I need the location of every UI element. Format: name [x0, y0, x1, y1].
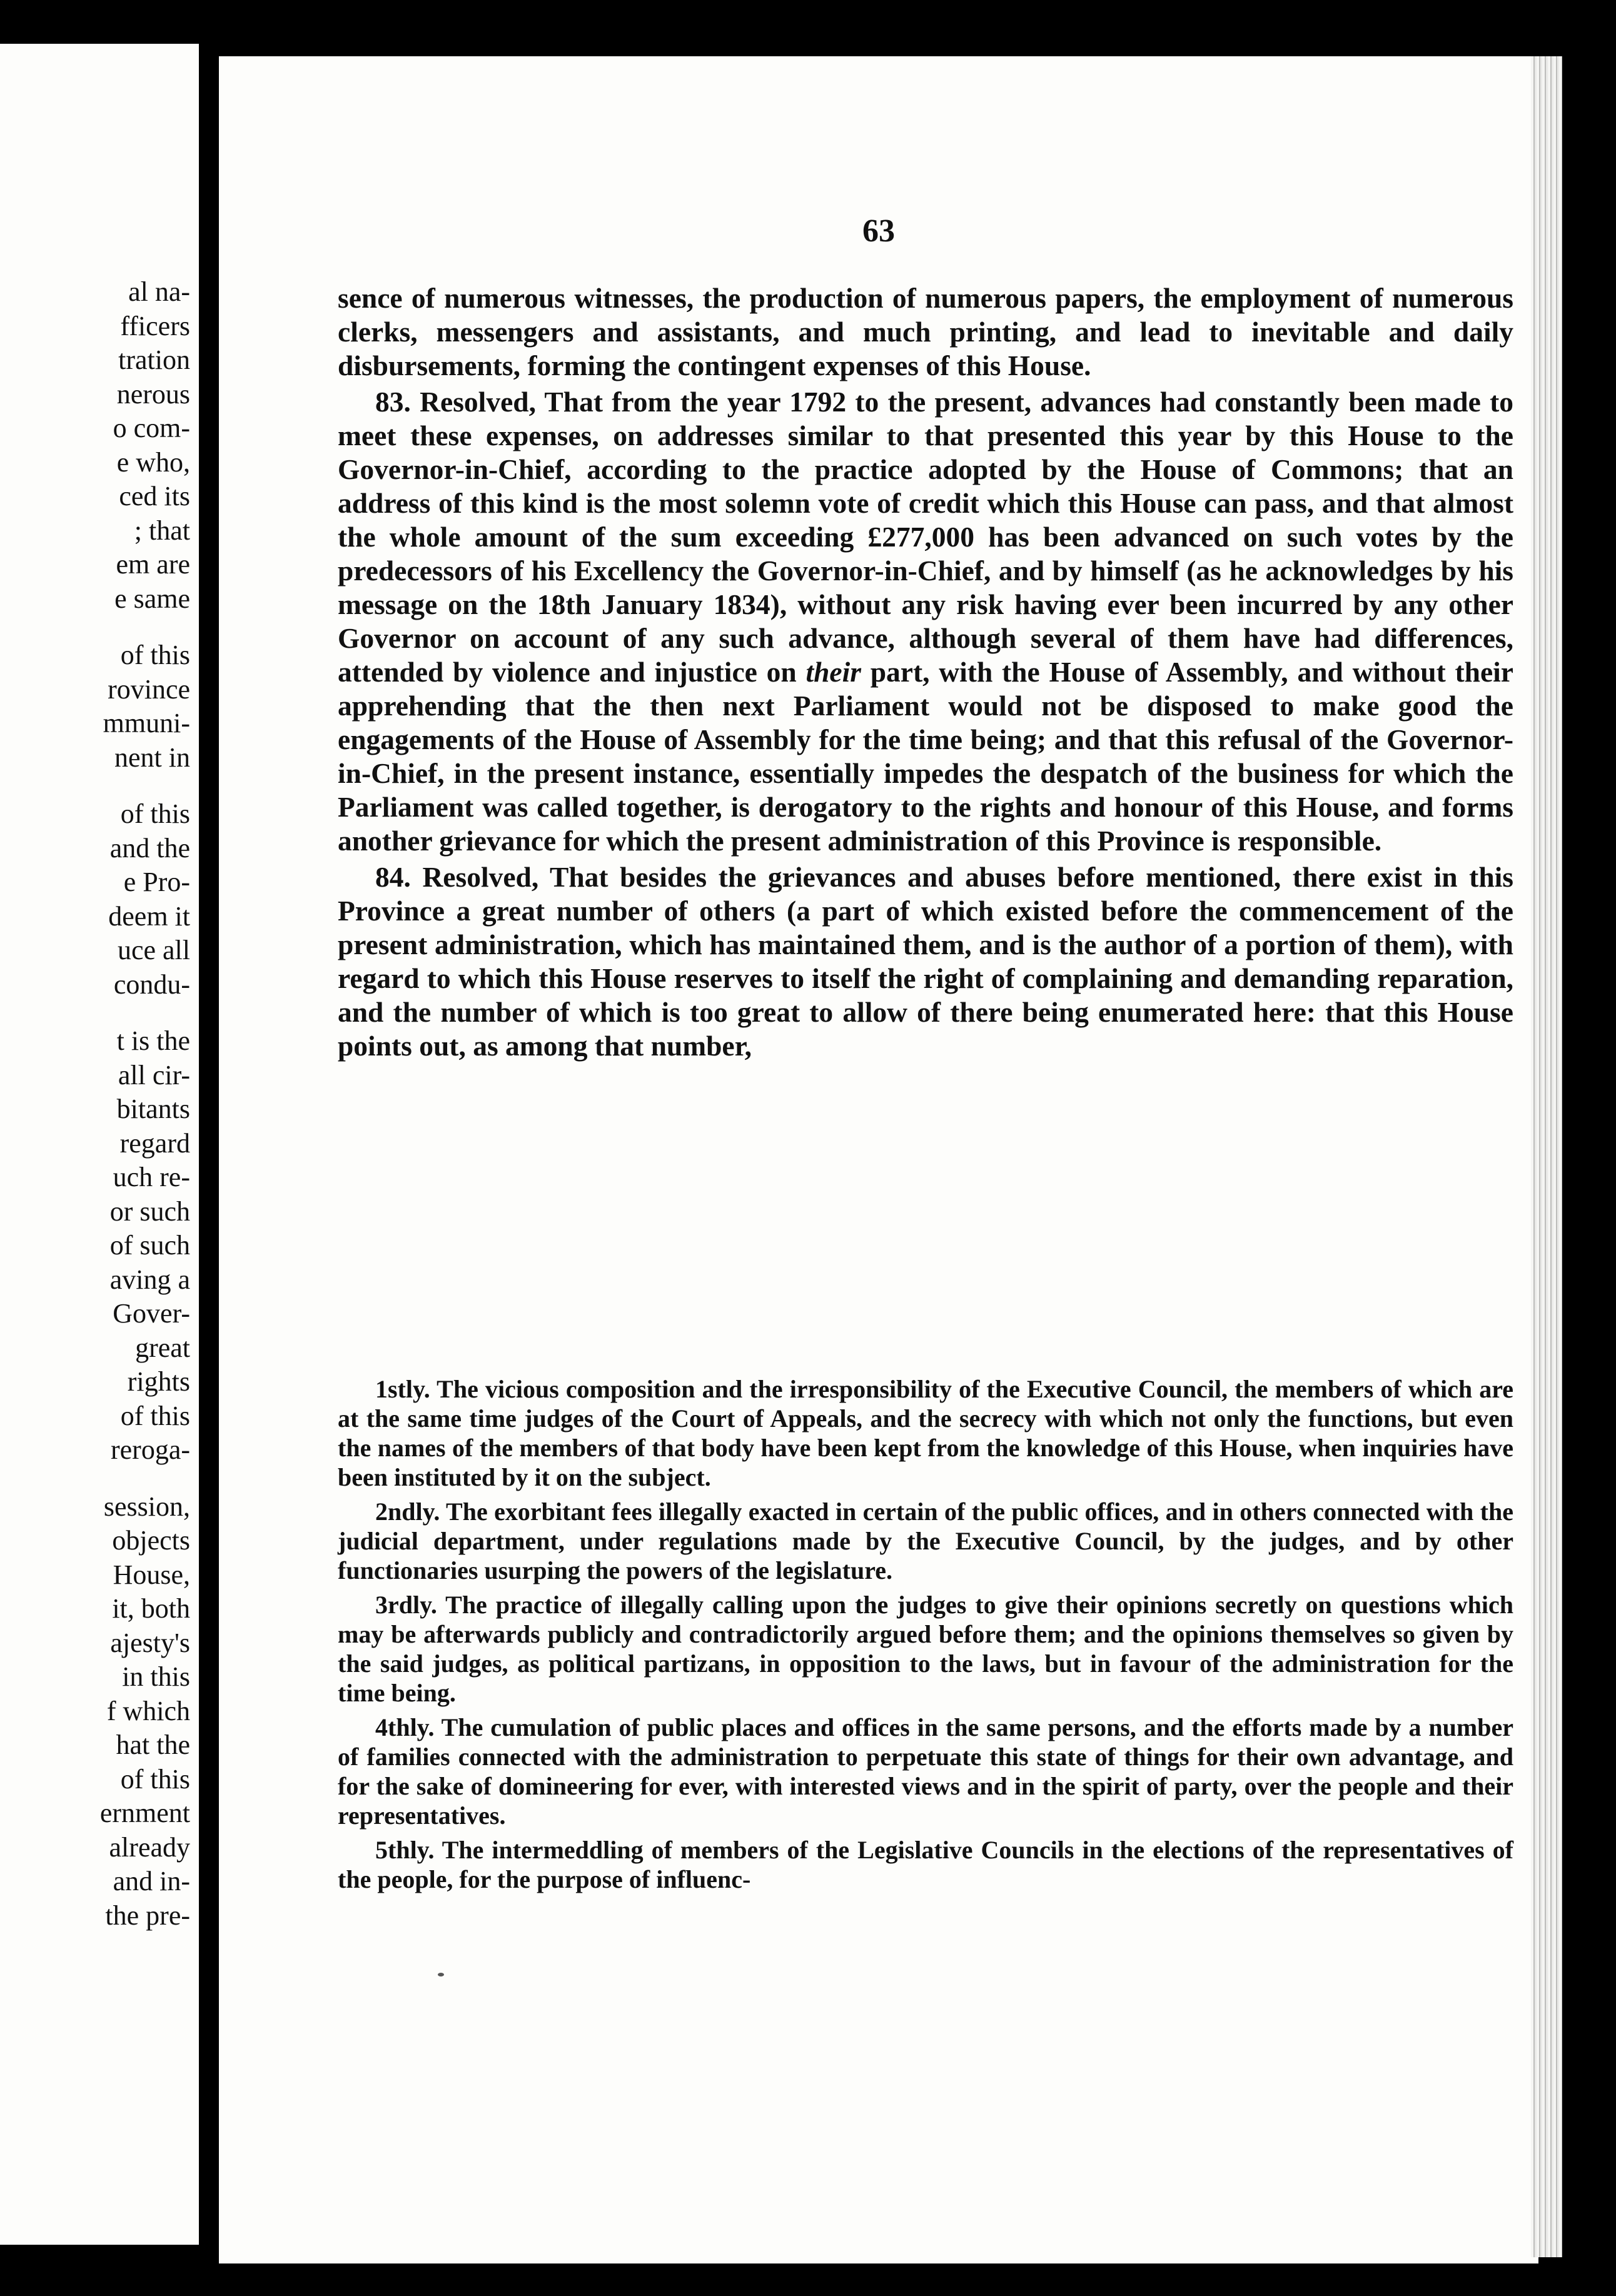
left-page-line: e Pro-: [123, 867, 190, 897]
left-page-line: House,: [113, 1559, 190, 1590]
left-page-line: of this: [120, 640, 190, 670]
left-page-line: of this: [120, 1763, 190, 1795]
grievance-item: 1stly. The vicious composition and the irresponsibility of the Executive Council, the members of which are at the same time judges of the Court of Appeals, and the secrecy with which not only the functions, but even the names of the members of that body have been kept from the knowledge of this House, when inquiries have been instituted by it on the subject.: [338, 1375, 1513, 1491]
left-page-line: great: [135, 1332, 190, 1363]
left-page-line: already: [109, 1831, 190, 1863]
right-page: [219, 56, 1538, 2263]
left-page-line: Gover-: [113, 1298, 190, 1329]
left-page-line: in this: [122, 1661, 190, 1692]
page-edges: [1531, 56, 1562, 2257]
left-page-line: [3, 616, 190, 638]
left-page-line: condu-: [113, 969, 190, 1000]
left-page-line: uch re-: [113, 1162, 190, 1192]
left-page-line: regard: [119, 1127, 190, 1159]
left-page-line: of this: [120, 1400, 190, 1431]
left-page-line: nent in: [114, 742, 190, 773]
left-page-line: [3, 1002, 190, 1024]
left-page-line: e same: [114, 583, 190, 614]
left-page-line: nerous: [116, 378, 190, 410]
left-page-line: [3, 775, 190, 797]
left-page-line: [3, 1468, 190, 1490]
grievance-item: 4thly. The cumulation of public places and offices in the same persons, and the efforts made by a number of families connected with the administration to perpetuate this state of things for their own advantage, and for the sake of domineering for ever, with interested views and in the spirit of party, over the people and their representatives.: [338, 1713, 1513, 1830]
left-page-line: it, both: [112, 1593, 190, 1624]
left-page-line: ; that: [134, 515, 190, 546]
grievance-item: 3rdly. The practice of illegally calling upon the judges to give their opinions secretly on questions which may be afterwards publicly and contradictorily argued before them; and the opinions themselves so given by the said judges, as political partizans, in opposition to the laws, but in favour of the administration for the time being.: [338, 1591, 1513, 1707]
main-text-block: [338, 281, 1513, 1063]
left-page-line: f which: [106, 1695, 190, 1726]
left-page-line: ajesty's: [110, 1627, 190, 1658]
left-page-line: objects: [112, 1525, 190, 1556]
opening-paragraph: sence of numerous witnesses, the production of numerous papers, the employment of numerous clerks, messengers and assistants, and much printing, and lead to inevitable and daily disbursements, forming the contingent expenses of this House.: [338, 282, 1513, 381]
page-number: 63: [862, 213, 895, 249]
left-page-line: hat the: [116, 1730, 190, 1760]
left-page-line: all cir-: [118, 1059, 190, 1090]
left-page-line: bitants: [116, 1094, 190, 1124]
left-page-line: and the: [109, 832, 190, 864]
left-page-line: aving a: [109, 1264, 190, 1295]
left-page-line: of this: [120, 798, 190, 829]
left-page-line: uce all: [117, 935, 190, 965]
ink-speck: [438, 1973, 444, 1976]
resolution-83-emphasis: their: [805, 656, 861, 688]
resolution-83-rest: part, with the House of Assembly, and without their apprehending that the then next Parliament would not be disposed to make good the engagements of the House of Assembly for the time being; and that this refusal of the Governor-in-Chief, in the present instance, essentially impedes the despatch of the business for which the Parliament was called together, is derogatory to the rights and honour of this House, and forms another grievance for which the present administration of this Province is responsible.: [338, 656, 1514, 857]
left-page-line: and in-: [113, 1866, 190, 1896]
left-page-line: em are: [116, 549, 190, 580]
left-page-line: al na-: [128, 276, 190, 307]
left-page-line: ced its: [119, 481, 190, 511]
left-page-line: o com-: [113, 413, 190, 443]
grievance-list: [338, 1369, 1513, 1894]
left-page-line: deem it: [108, 900, 190, 932]
left-page-text: [3, 275, 190, 1933]
left-page-line: the pre-: [105, 1900, 190, 1931]
left-page-line: reroga-: [110, 1434, 190, 1465]
left-page-line: mmuni-: [103, 708, 190, 738]
resolution-83-text: 83. Resolved, That from the year 1792 to the present, advances had constantly been made to meet these expenses, on addresses similar to that presented this year by this House to the Governor-in-Chief, according to the practice adopted by the House of Commons; that an address of this kind is the most solemn vote of credit which this House can pass, and that almost the whole amount of the sum exceeding £277,000 has been advanced on such votes by the predecessors of his Excellency the Governor-in-Chief, and by himself (as he acknowledges by his message on the 18th January 1834), without any risk having ever been incurred by any other Governor on account of any such advance, although several of them have had differences, attended by violence and injustice on: [338, 386, 1513, 688]
left-page-line: rovince: [108, 673, 190, 705]
left-page-line: or such: [109, 1196, 190, 1227]
left-page-line: rights: [127, 1366, 190, 1397]
left-page-line: tration: [118, 345, 190, 375]
left-page-line: ernment: [99, 1798, 190, 1828]
left-page-line: fficers: [120, 310, 190, 341]
grievance-item: 5thly. The intermeddling of members of the Legislative Councils in the elections of the representatives of the people, for the purpose of influenc-: [338, 1836, 1513, 1893]
resolution-84: 84. Resolved, That besides the grievances and abuses before mentioned, there exist in this Province a great number of others (a part of which existed before the commencement of the present administration, which has maintained them, and is the author of a portion of them), with regard to which this House reserves to itself the right of complaining and demanding reparation, and the number of which is too great to allow of there being enumerated here: that this House points out, as among that number,: [338, 861, 1513, 1062]
left-page-line: t is the: [116, 1025, 190, 1056]
left-page-fragment: [0, 44, 199, 2245]
resolution-83: [338, 385, 1513, 858]
left-page-line: session,: [103, 1491, 190, 1522]
left-page-line: of such: [109, 1230, 190, 1261]
left-page-line: e who,: [116, 446, 190, 478]
grievance-item: 2ndly. The exorbitant fees illegally exacted in certain of the public offices, and in others connected with the judicial department, under regulations made by the Executive Council, by the judges, and by other functionaries usurping the powers of the legislature.: [338, 1498, 1513, 1584]
